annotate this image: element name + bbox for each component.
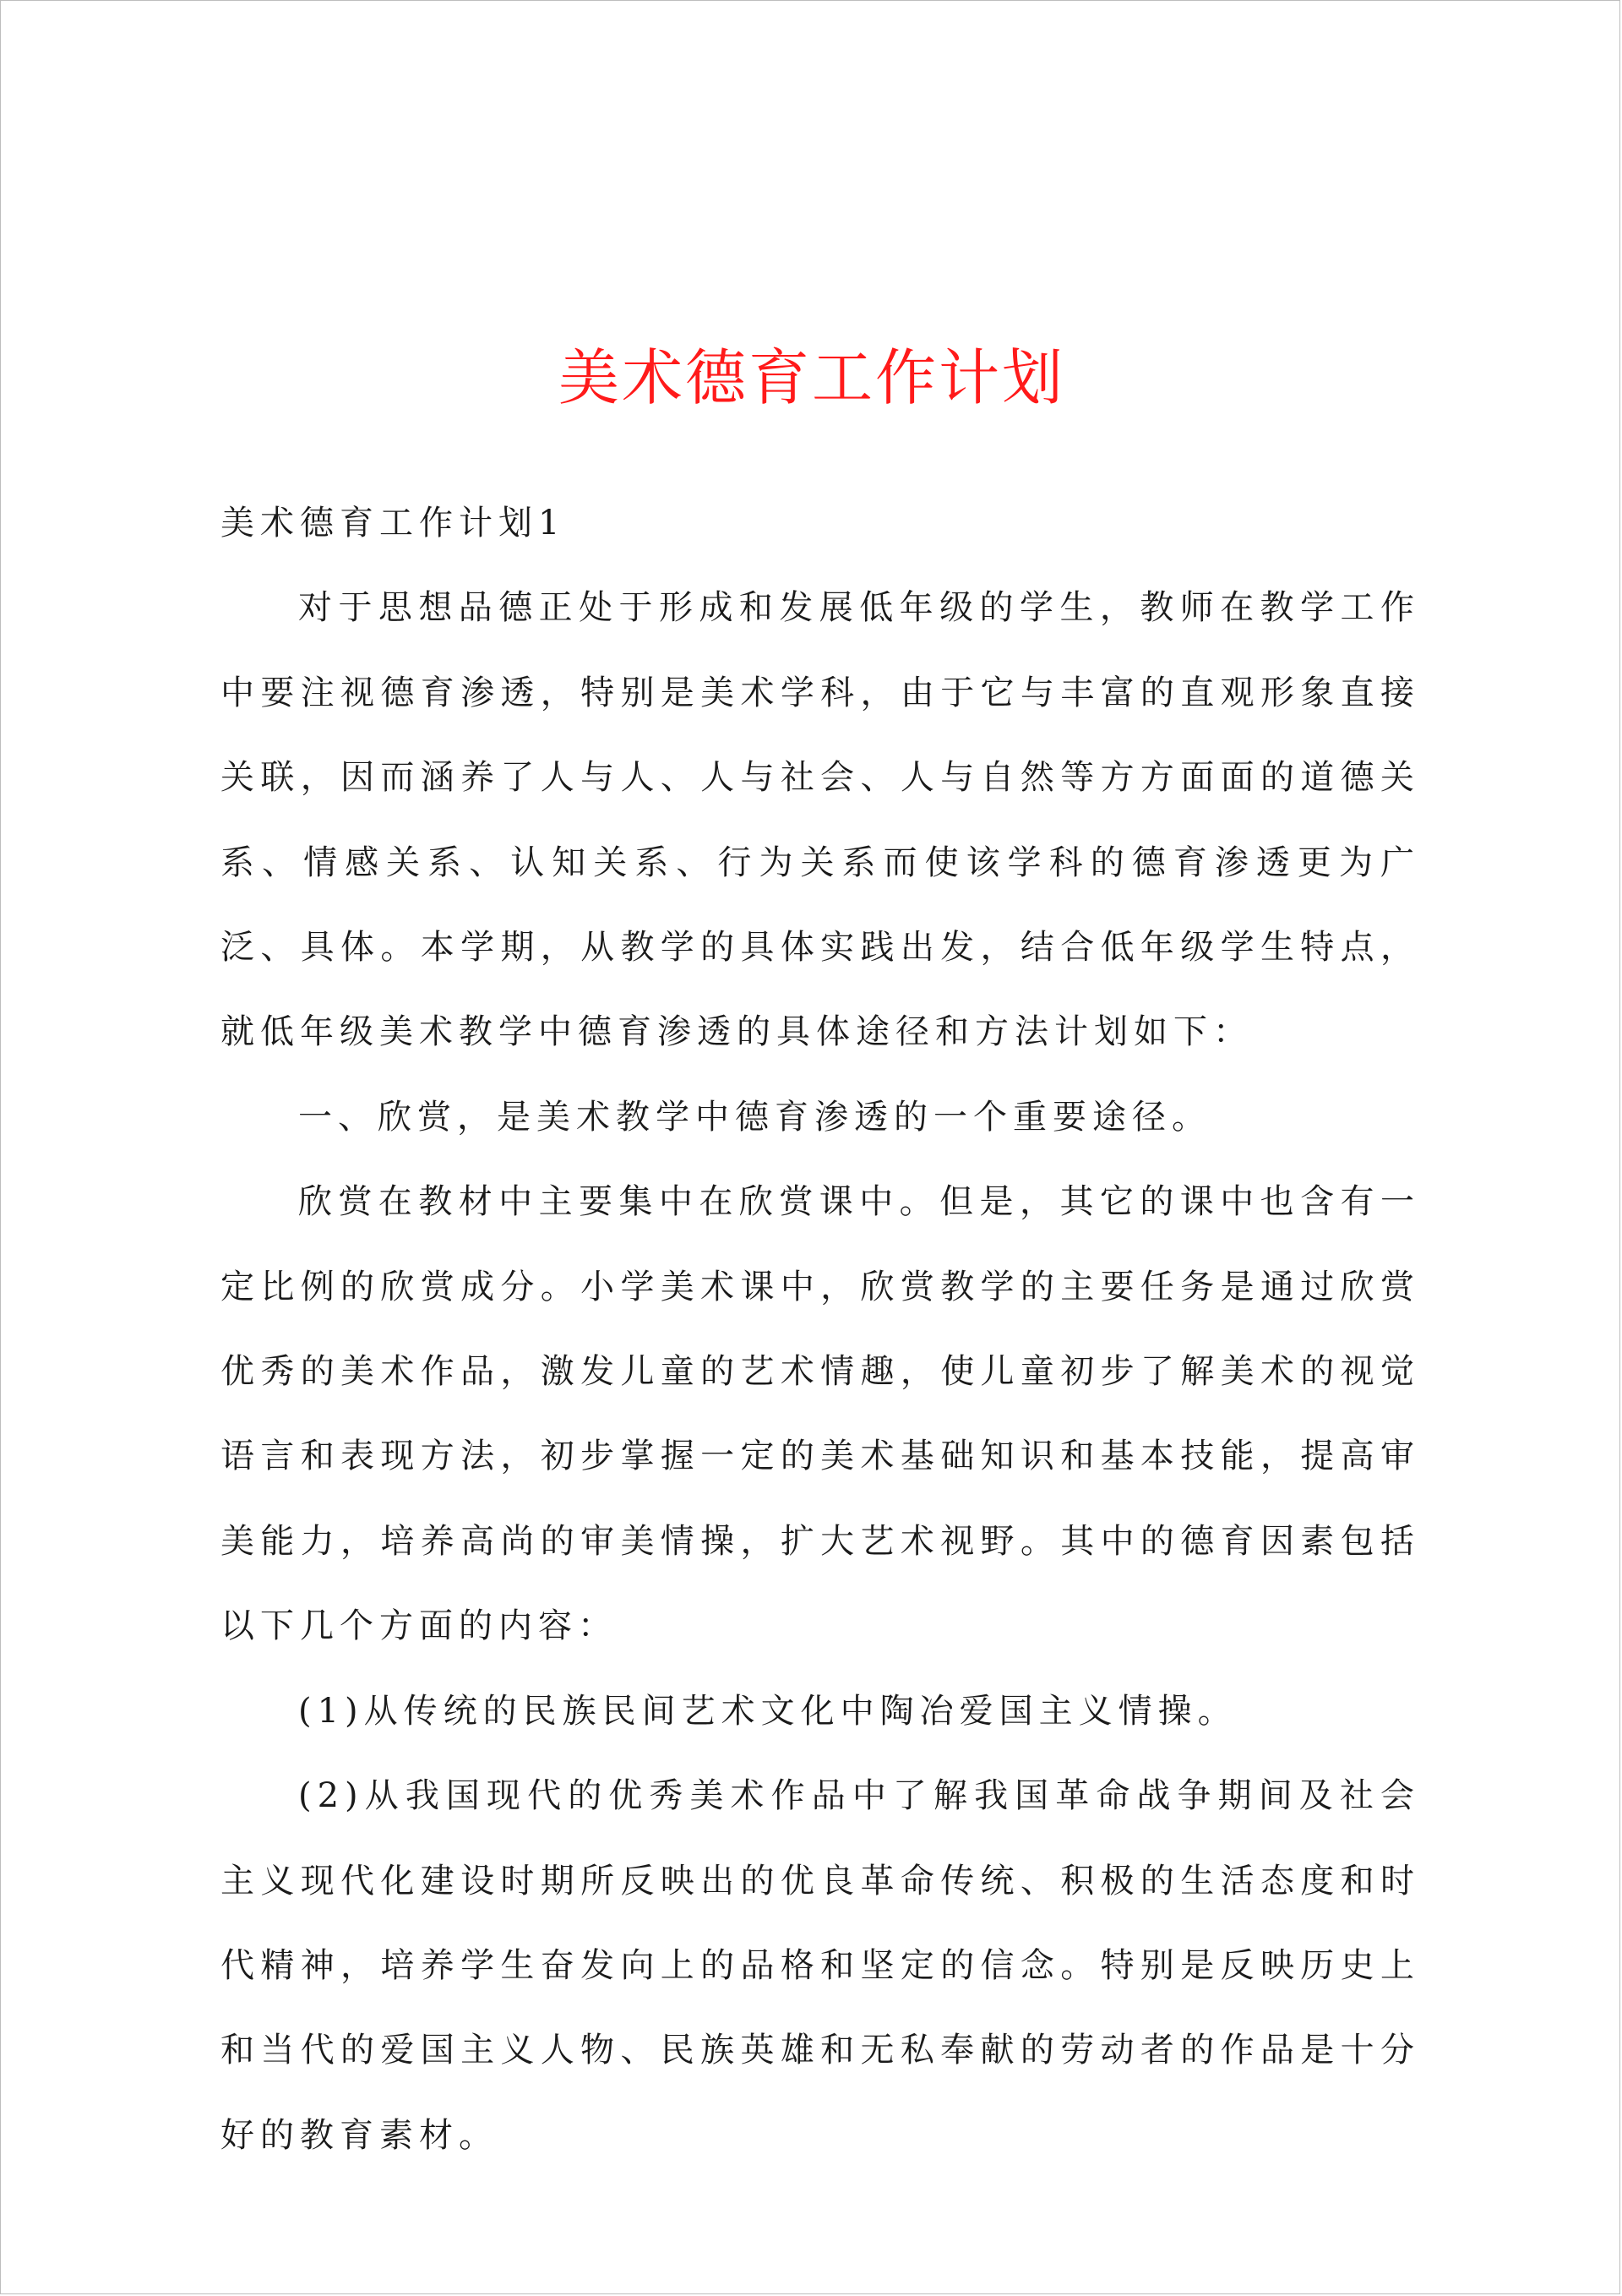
page-title: 美术德育工作计划 — [558, 342, 1065, 413]
section-heading: 美术德育工作计划1 — [220, 504, 566, 543]
list-item-1: (1)从传统的民族民间艺术文化中陶冶爱国主义情操。 — [298, 1691, 1238, 1731]
list-item-2: (2)从我国现代的优秀美术作品中了解我国革命战争期间及社会主义现代化建设时期所反映出的优良革命传统、积极的生活态度和时代精神，培养学生奋发向上的品格和坚定的信念。特别是反映历史上和当代的爱国主义人物、民族英雄和无私奉献的劳动者的作品是十分好的教育素材。 — [220, 1776, 1420, 2155]
paragraph-intro: 对于思想品德正处于形成和发展低年级的学生，教师在教学工作中要注视德育渗透，特别是美术学科，由于它与丰富的直观形象直接关联，因而涵养了人与人、人与社会、人与自然等方方面面的道德关系、情感关系、认知关系、行为关系而使该学科的德育渗透更为广泛、具体。本学期，从教学的具体实践出发，结合低年级学生特点，就低年级美术教学中德育渗透的具体途径和方法计划如下： — [220, 588, 1420, 1052]
document-body — [220, 481, 1420, 2178]
paragraph-appreciation: 欣赏在教材中主要集中在欣赏课中。但是，其它的课中也含有一定比例的欣赏成分。小学美术课中，欣赏教学的主要任务是通过欣赏优秀的美术作品，激发儿童的艺术情趣，使儿童初步了解美术的视觉语言和表现方法，初步掌握一定的美术基础知识和基本技能，提高审美能力，培养高尚的审美情操，扩大艺术视野。其中的德育因素包括以下几个方面的内容： — [220, 1182, 1420, 1646]
paragraph-section-one: 一、欣赏，是美术教学中德育渗透的一个重要途径。 — [298, 1097, 1211, 1137]
